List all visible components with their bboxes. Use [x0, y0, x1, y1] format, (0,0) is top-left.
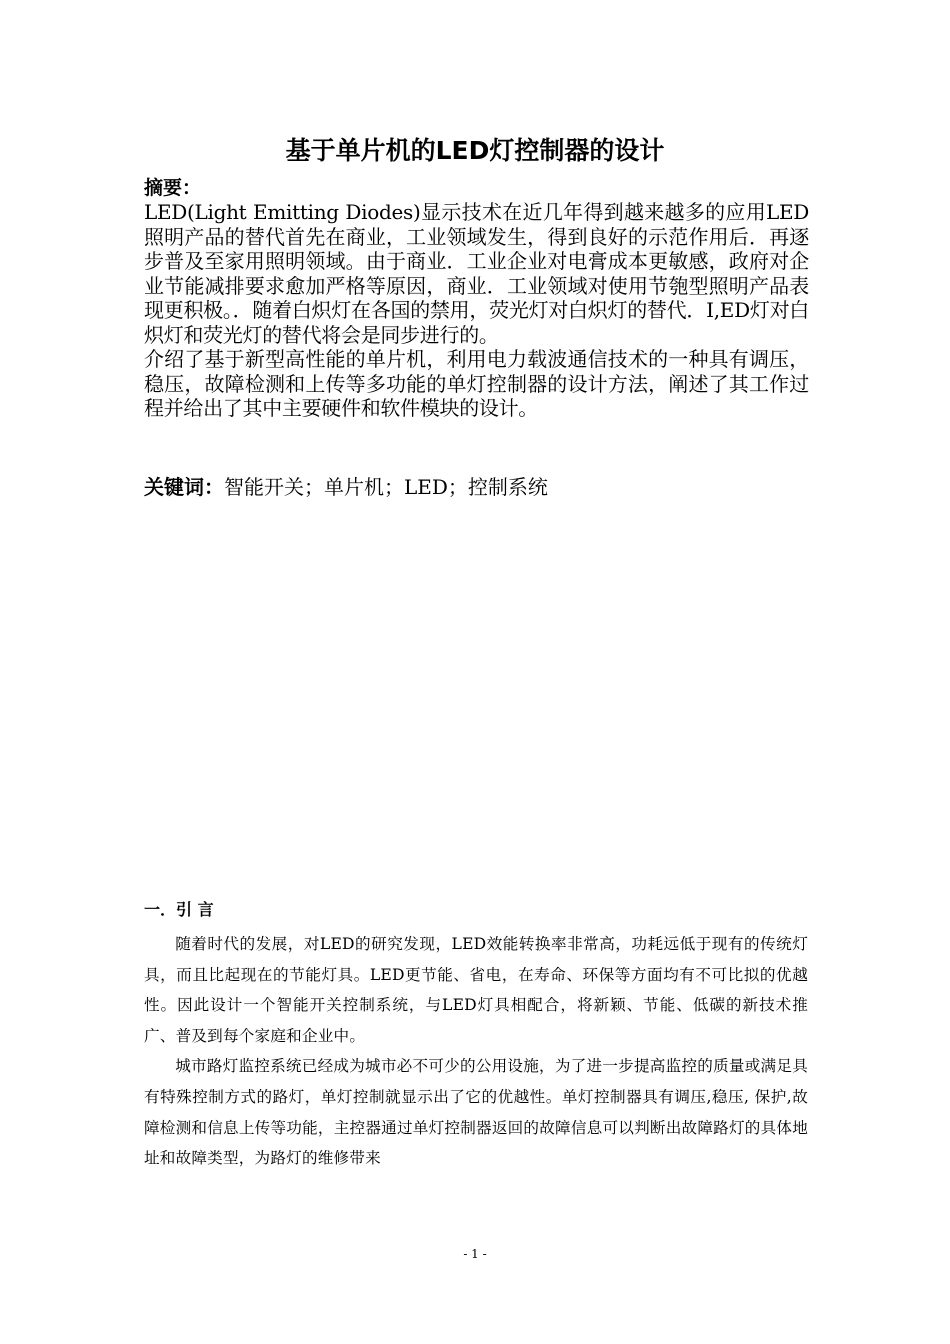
abstract-label: 摘要：: [144, 177, 202, 199]
document-title: 基于单片机的LED灯控制器的设计: [285, 136, 665, 165]
keywords-line: [144, 474, 548, 500]
abstract-paragraph: 介绍了基于新型高性能的单片机，利用电力载波通信技术的一种具有调压，稳压，故障检测和上传等多功能的单灯控制器的设计方法，阐述了其工作过程并给出了其中主要硬件和软件模块的设计。: [144, 347, 809, 420]
section-heading: 一．引 言: [144, 900, 214, 919]
body-paragraph: 随着时代的发展，对LED的研究发现，LED效能转换率非常高，功耗远低于现有的传统灯具，而且比起现在的节能灯具。LED更节能、省电，在寿命、环保等方面均有不可比拟的优越性。因此设计一个智能开关控制系统，与LED灯具相配合，将新颖、节能、低碳的新技术推广、普及到每个家庭和企业中。: [144, 935, 808, 1045]
page-number: - 1 -: [463, 1247, 487, 1261]
abstract-paragraph: LED(Light Emitting Diodes)显示技术在近几年得到越来越多的应用LED照明产品的替代首先在商业，工业领域发生，得到良好的示范作用后．再逐步普及至家用照明领域。由于商业．工业企业对电膏成本更敏感，政府对企业节能减排要求愈加严格等原因，商业．工业领域对使用节匏型照明产品表现更积极。．随着白炽灯在各国的禁用，荧光灯对白炽灯的替代．I,ED灯对白炽灯和荧光灯的替代将会是同步进行的。: [144, 200, 809, 347]
abstract-body: [144, 200, 809, 421]
keywords-label: 关键词：: [144, 475, 224, 499]
body-text: [144, 929, 808, 1174]
body-paragraph: 城市路灯监控系统已经成为城市必不可少的公用设施，为了进一步提高监控的质量或满足具有特殊控制方式的路灯，单灯控制就显示出了它的优越性。单灯控制器具有调压,稳压, 保护,故障检测和信息上传等功能，主控器通过单灯控制器返回的故障信息可以判断出故障路灯的具体地址和故障类型，为路灯的维修带来: [144, 1057, 808, 1168]
keywords-text: 智能开关；单片机；LED；控制系统: [224, 475, 548, 499]
